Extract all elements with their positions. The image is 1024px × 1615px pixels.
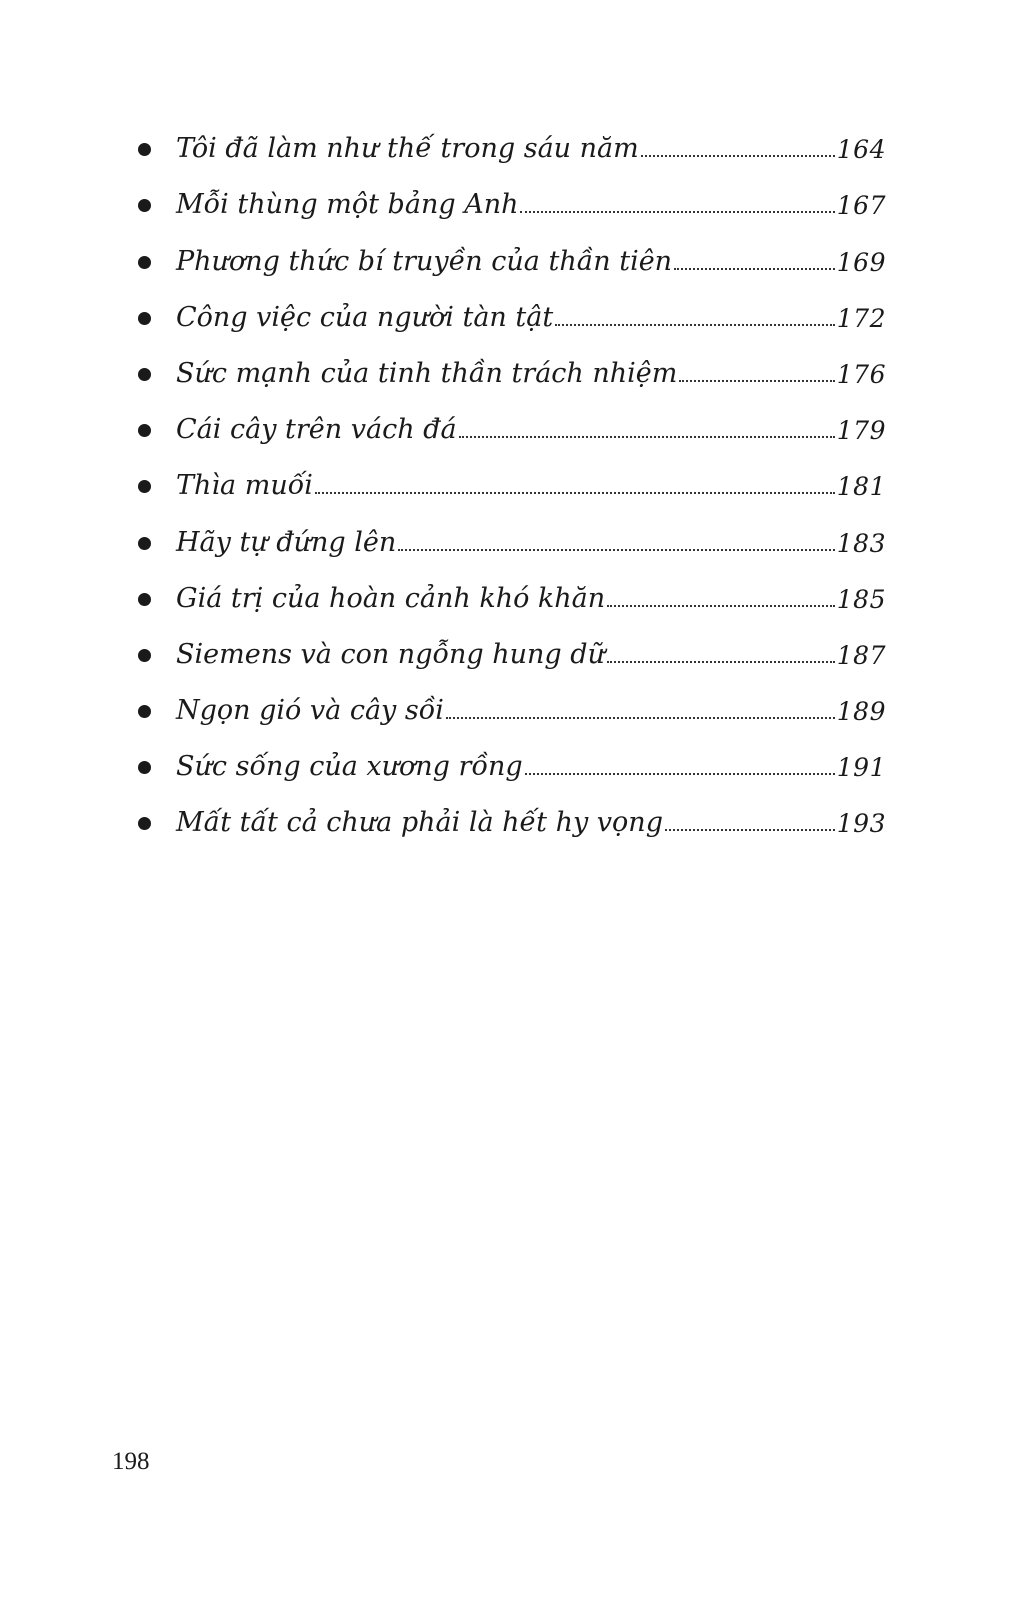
- toc-entry-title: Sức mạnh của tinh thần trách nhiệm: [176, 357, 678, 389]
- dot-leader: [525, 773, 835, 775]
- toc-entry-page: 185: [836, 584, 886, 614]
- dot-leader: [641, 155, 835, 157]
- toc-entry-page: 181: [836, 472, 886, 502]
- toc-entry-title: Thìa muối: [176, 470, 313, 502]
- toc-entry-title: Hãy tự đứng lên: [176, 526, 397, 558]
- bullet-icon: [138, 817, 151, 830]
- toc-entry-title: Giá trị của hoàn cảnh khó khăn: [176, 582, 606, 614]
- dot-leader: [315, 492, 835, 494]
- bullet-icon: [138, 312, 151, 325]
- toc-entry: [138, 399, 886, 455]
- toc-entry-title: Sức sống của xương rồng: [176, 751, 523, 783]
- toc-entry-page: 172: [836, 303, 886, 333]
- bullet-icon: [138, 537, 151, 550]
- bullet-icon: [138, 199, 151, 212]
- table-of-contents: [138, 118, 886, 848]
- toc-entry-page: 189: [836, 697, 886, 727]
- toc-entry-page: 193: [836, 809, 886, 839]
- toc-entry-page: 164: [836, 135, 886, 165]
- bullet-icon: [138, 761, 151, 774]
- dot-leader: [674, 268, 835, 270]
- toc-entry: [138, 624, 886, 680]
- toc-entry-title: Công việc của người tàn tật: [176, 301, 554, 333]
- page-number: 198: [112, 1448, 150, 1475]
- dot-leader: [679, 380, 834, 382]
- toc-entry-title: Cái cây trên vách đá: [176, 414, 457, 446]
- toc-entry-page: 179: [836, 416, 886, 446]
- toc-entry: [138, 174, 886, 230]
- toc-entry-title: Ngọn gió và cây sồi: [176, 695, 444, 727]
- toc-entry-page: 167: [836, 191, 886, 221]
- bullet-icon: [138, 368, 151, 381]
- toc-entry-page: 169: [836, 247, 886, 277]
- dot-leader: [459, 436, 835, 438]
- dot-leader: [665, 829, 835, 831]
- bullet-icon: [138, 649, 151, 662]
- dot-leader: [446, 717, 835, 719]
- bullet-icon: [138, 593, 151, 606]
- toc-entry: [138, 455, 886, 511]
- dot-leader: [555, 324, 835, 326]
- toc-entry: [138, 287, 886, 343]
- toc-entry-title: Siemens và con ngỗng hung dữ: [176, 638, 605, 670]
- toc-entry-page: 183: [836, 528, 886, 558]
- toc-entry: [138, 568, 886, 624]
- toc-entry-title: Tôi đã làm như thế trong sáu năm: [176, 133, 639, 165]
- bullet-icon: [138, 256, 151, 269]
- toc-entry-page: 187: [836, 640, 886, 670]
- toc-entry: [138, 230, 886, 286]
- toc-entry: [138, 792, 886, 848]
- dot-leader: [607, 605, 835, 607]
- dot-leader: [398, 549, 835, 551]
- toc-entry-title: Mất tất cả chưa phải là hết hy vọng: [176, 807, 663, 839]
- toc-entry-page: 191: [836, 753, 886, 783]
- toc-entry: [138, 118, 886, 174]
- toc-entry-page: 176: [836, 359, 886, 389]
- toc-entry: [138, 736, 886, 792]
- toc-entry: [138, 680, 886, 736]
- bullet-icon: [138, 705, 151, 718]
- toc-entry: [138, 343, 886, 399]
- bullet-icon: [138, 143, 151, 156]
- toc-entry: [138, 511, 886, 567]
- bullet-icon: [138, 480, 151, 493]
- dot-leader: [520, 211, 834, 213]
- toc-entry-title: Mỗi thùng một bảng Anh: [176, 189, 519, 221]
- toc-entry-title: Phương thức bí truyền của thần tiên: [176, 245, 673, 277]
- bullet-icon: [138, 424, 151, 437]
- dot-leader: [607, 661, 835, 663]
